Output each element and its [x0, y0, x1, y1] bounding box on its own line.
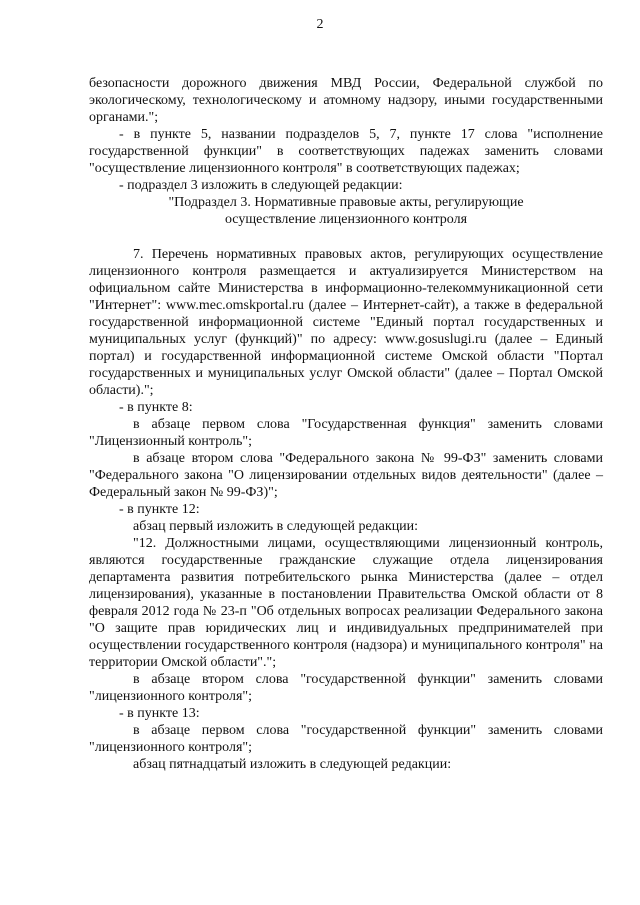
- paragraph: - в пункте 13:: [119, 706, 200, 721]
- paragraph: в абзаце втором слова "Федерального закона № 99-ФЗ" заменить словами "Федерального закона "О лицензировании отдельных видов деятельности" (далее – Федеральный закон № 99-ФЗ)";: [89, 451, 603, 500]
- paragraph: в абзаце первом слова "государственной функции" заменить словами "лицензионного контроля";: [89, 723, 603, 755]
- paragraph: "12. Должностными лицами, осуществляющими лицензионный контроль, являются государственные гражданские служащие отдела лицензирования департамента развития потребительского рынка Министерства (далее – отдел лицензирования), указанные в постановлении Правительства Омской области от 8 февраля 2012 года № 23-п "Об отдельных вопросах реализации Федерального закона "О защите прав юридических лиц и индивидуальных предпринимателей при осуществлении государственного контроля (надзора) и муниципального контроля" на территории Омской области".";: [89, 536, 603, 670]
- paragraph: - в пункте 8:: [119, 400, 193, 415]
- paragraph: 7. Перечень нормативных правовых актов, регулирующих осуществление лицензионного контроля размещается и актуализируется Министерством на официальном сайте Министерства в информационно-телекоммуникационной сети "Интернет": www.mec.omskportal.ru (далее – Интернет-сайт), а также в федеральной государственной информационной системе "Единый портал государственных и муниципальных услуг (функций)" по адресу: www.gosuslugi.ru (далее – Единый портал) и государственной информационной системе Омской области "Портал государственных и муниципальных услуг Омской области" (далее – Портал Омской области).";: [89, 247, 603, 398]
- document-body: [89, 75, 603, 773]
- paragraph: абзац пятнадцатый изложить в следующей редакции:: [133, 757, 452, 772]
- paragraph: - в пункте 5, названии подразделов 5, 7, пункте 17 слова "исполнение государственной функции" в соответствующих падежах заменить словами "осуществление лицензионного контроля" в соответствующих падежах;: [89, 127, 603, 176]
- subsection-heading: "Подраздел 3. Нормативные правовые акты, регулирующие осуществление лицензионного контроля: [168, 195, 524, 227]
- paragraph: абзац первый изложить в следующей редакции:: [133, 519, 419, 534]
- paragraph: в абзаце первом слова "Государственная функция" заменить словами "Лицензионный контроль";: [89, 417, 603, 449]
- paragraph: в абзаце втором слова "государственной функции" заменить словами "лицензионного контроля";: [89, 672, 603, 704]
- paragraph: - подраздел 3 изложить в следующей редакции:: [119, 178, 403, 193]
- paragraph: - в пункте 12:: [119, 502, 200, 517]
- paragraph: безопасности дорожного движения МВД России, Федеральной службой по экологическому, технологическому и атомному надзору, иными государственными органами.";: [89, 76, 603, 125]
- page-number: 2: [316, 17, 324, 32]
